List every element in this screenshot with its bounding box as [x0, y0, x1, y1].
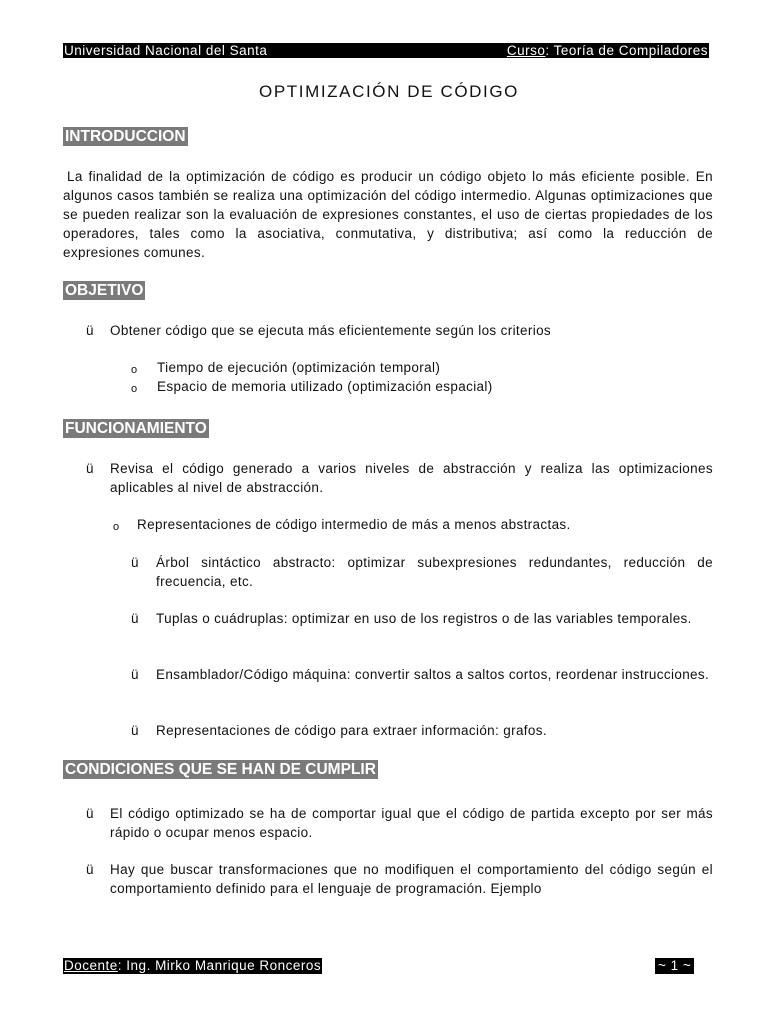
sub-list-item-text: Espacio de memoria utilizado (optimización espacial) — [157, 379, 493, 394]
course-label: Curso — [506, 43, 546, 58]
section-heading-funcionamiento: FUNCIONAMIENTO — [65, 420, 207, 437]
sub-list-item — [131, 359, 713, 378]
list-item-text: Revisa el código generado a varios niveles de abstracción y realiza las optimizaciones aplicables al nivel de abstracción. — [110, 461, 713, 495]
list-item-text: Obtener código que se ejecuta más eficientemente según los criterios — [110, 323, 552, 338]
check-bullet-icon: ü — [131, 555, 139, 570]
check-bullet-icon: ü — [86, 461, 94, 476]
document-title: OPTIMIZACIÓN DE CÓDIGO — [259, 82, 519, 101]
institution-name: Universidad Nacional del Santa — [64, 43, 268, 58]
nested-list-item — [131, 554, 713, 592]
list-item — [86, 861, 713, 899]
check-bullet-icon: ü — [86, 806, 94, 821]
list-item — [86, 460, 713, 498]
sub-list-item-text: Tiempo de ejecución (optimización temporal) — [157, 360, 441, 375]
footer-instructor — [63, 958, 322, 974]
intro-paragraph: La finalidad de la optimización de código es producir un código objeto lo más eficiente posible. En algunos casos también se realiza una optimización del código intermedio. Algunas optimizaciones que se pueden realizar son la evaluación de expresiones constantes, el uso de ciertas propiedades de los operadores, tales como la asociativa, conmutativa, y distributiva; así como la reducción de expresiones comunes. — [63, 169, 713, 260]
circle-bullet-icon: o — [131, 383, 138, 395]
check-bullet-icon: ü — [131, 667, 139, 682]
list-item — [86, 322, 713, 360]
sub-list-item — [113, 516, 713, 535]
nested-list-item-text: Representaciones de código para extraer información: grafos. — [156, 723, 547, 738]
check-bullet-icon: ü — [86, 323, 94, 338]
check-bullet-icon: ü — [131, 723, 139, 738]
check-bullet-icon: ü — [86, 862, 94, 877]
list-item — [86, 805, 713, 843]
nested-list-item — [131, 722, 713, 741]
check-bullet-icon: ü — [131, 611, 139, 626]
course-info — [507, 43, 708, 58]
sub-list-item — [131, 378, 713, 397]
sub-list-item-text: Representaciones de código intermedio de más a menos abstractas. — [137, 517, 571, 532]
nested-list-item — [131, 666, 713, 704]
section-heading-objetivo: OBJETIVO — [65, 282, 144, 299]
nested-list-item — [131, 610, 713, 648]
list-item-text: El código optimizado se ha de comportar igual que el código de partida excepto por ser más rápido o ocupar menos espacio. — [110, 806, 713, 840]
course-name: : Teoría de Compiladores — [545, 43, 708, 58]
nested-list-item-text: Ensamblador/Código máquina: convertir saltos a saltos cortos, reordenar instrucciones. — [156, 667, 710, 682]
circle-bullet-icon: o — [131, 364, 138, 376]
nested-list-item-text: Árbol sintáctico abstracto: optimizar subexpresiones redundantes, reducción de frecuencia, etc. — [156, 555, 713, 589]
list-item-text: Hay que buscar transformaciones que no modifiquen el comportamiento del código según el comportamiento definido para el lenguaje de programación. Ejemplo — [110, 862, 713, 896]
instructor-label: Docente — [64, 958, 118, 973]
nested-list-item-text: Tuplas o cuádruplas: optimizar en uso de los registros o de las variables temporales. — [156, 611, 692, 626]
instructor-name: : Ing. Mirko Manrique Ronceros — [117, 958, 322, 973]
section-heading-condiciones: CONDICIONES QUE SE HAN DE CUMPLIR — [65, 761, 376, 778]
circle-bullet-icon: o — [113, 521, 120, 533]
page-number: ~ 1 ~ — [655, 958, 694, 974]
page-header — [63, 43, 709, 58]
section-heading-introduccion: INTRODUCCION — [65, 128, 186, 145]
